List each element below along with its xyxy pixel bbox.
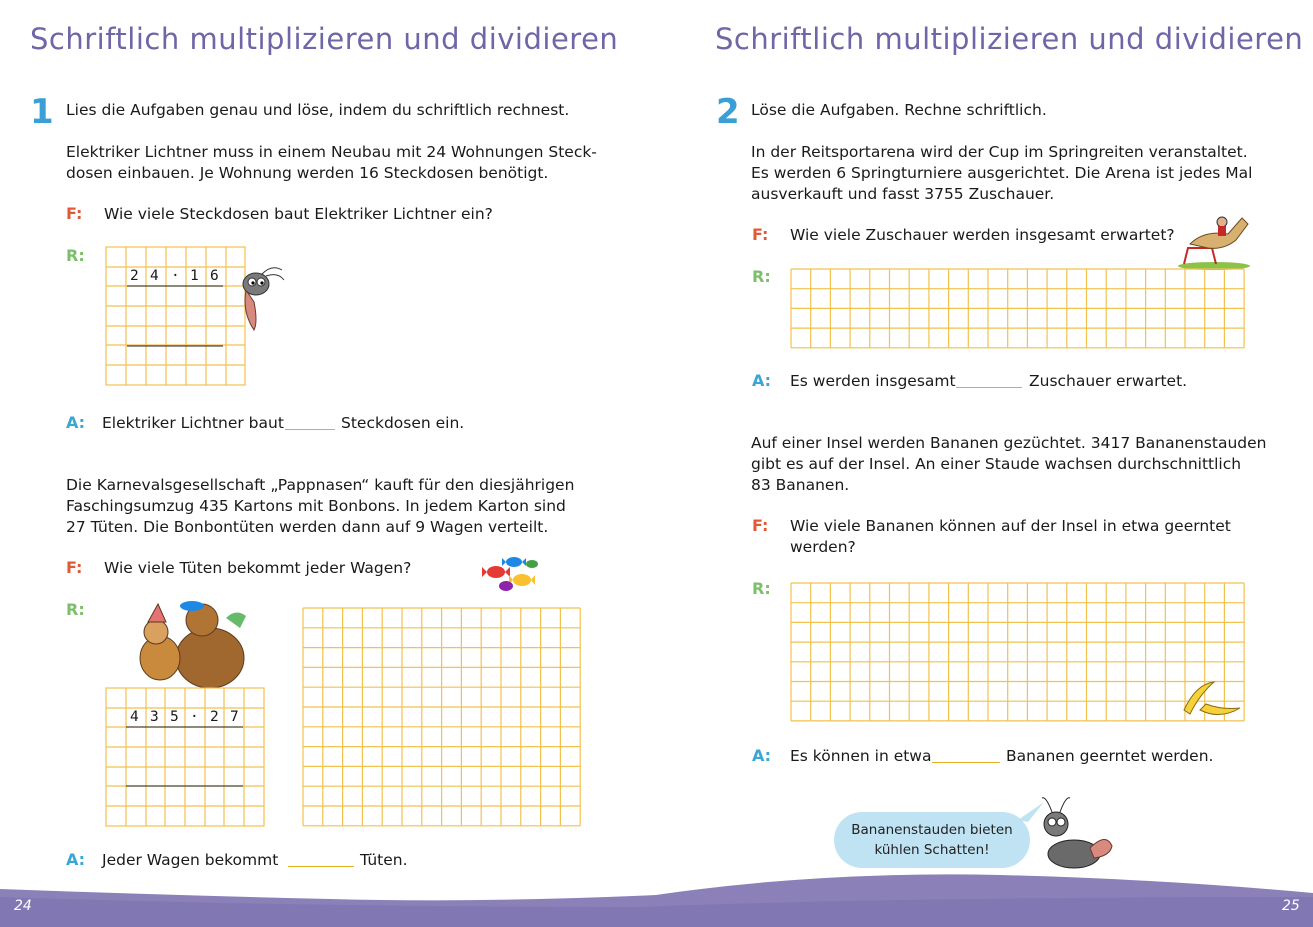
- rp2-answer-after: Bananen geerntet werden.: [1006, 747, 1214, 765]
- task-number-1: 1: [30, 92, 54, 132]
- rp1-answer-after: Zuschauer erwartet.: [1029, 372, 1188, 390]
- calc2-digit: 4: [130, 709, 139, 725]
- p1-text-line2: dosen einbauen. Je Wohnung werden 16 Steckdosen benötigt.: [66, 164, 549, 182]
- page-title-right: Schriftlich multiplizieren und dividieren: [715, 22, 1304, 56]
- p1-a-label: A:: [66, 413, 86, 432]
- p2-answer-before: Jeder Wagen bekommt: [102, 851, 279, 869]
- calc1-digit: 4: [150, 268, 159, 284]
- monkey-bear-illustration: [130, 598, 252, 694]
- rp1-r-label: R:: [752, 267, 771, 286]
- p1-r-label: R:: [66, 246, 85, 265]
- rp1-answer-before: Es werden insgesamt: [790, 372, 956, 390]
- candy-illustration: [482, 550, 544, 596]
- calc2-digit: 7: [230, 709, 239, 725]
- calc-grid-3[interactable]: [302, 607, 582, 833]
- calc2-operator: ·: [190, 709, 199, 725]
- horse-rider-illustration: [1174, 204, 1252, 270]
- p2-text-line1: Die Karnevalsgesellschaft „Pappnasen“ kauft für den diesjährigen: [66, 476, 575, 494]
- calc1-digit: 6: [210, 268, 219, 284]
- p1-f-label: F:: [66, 204, 83, 223]
- rp2-answer-before: Es können in etwa: [790, 747, 932, 765]
- rp2-question-line1: Wie viele Bananen können auf der Insel in etwa geerntet: [790, 517, 1231, 535]
- calc1-digit: 1: [190, 268, 199, 284]
- rp2-question-line2: werden?: [790, 538, 856, 556]
- ant-illustration: [1034, 792, 1118, 872]
- task-number-2: 2: [716, 92, 740, 132]
- rp2-f-label: F:: [752, 516, 769, 535]
- p1-answer-after: Steckdosen ein.: [341, 414, 465, 432]
- page-title-left: Schriftlich multiplizieren und dividieren: [30, 22, 619, 56]
- rp1-text-line1: In der Reitsportarena wird der Cup im Springreiten veranstaltet.: [751, 143, 1248, 161]
- rp1-answer-blank[interactable]: [956, 387, 1022, 388]
- p2-f-label: F:: [66, 558, 83, 577]
- p2-answer-after: Tüten.: [360, 851, 408, 869]
- calc1-digit: 2: [130, 268, 139, 284]
- calc2-digit: 5: [170, 709, 179, 725]
- p2-text-line2: Faschingsumzug 435 Kartons mit Bonbons. In jedem Karton sind: [66, 497, 566, 515]
- p1-answer-before: Elektriker Lichtner baut: [102, 414, 284, 432]
- rp1-f-label: F:: [752, 225, 769, 244]
- bubble-line1: Bananenstauden bieten: [851, 822, 1013, 838]
- rp2-r-label: R:: [752, 579, 771, 598]
- rp1-a-label: A:: [752, 371, 772, 390]
- page-number-left: 24: [14, 898, 32, 914]
- calc2-digit: 2: [210, 709, 219, 725]
- p2-text-line3: 27 Tüten. Die Bonbontüten werden dann auf 9 Wagen verteilt.: [66, 518, 549, 536]
- p1-text-line1: Elektriker Lichtner muss in einem Neubau mit 24 Wohnungen Steck-: [66, 143, 597, 161]
- calc1-operator: ·: [171, 268, 180, 284]
- rp2-text-line3: 83 Bananen.: [751, 476, 850, 494]
- rp1-text-line2: Es werden 6 Springturniere ausgerichtet. Die Arena ist jedes Mal: [751, 164, 1253, 182]
- rp2-answer-blank[interactable]: [932, 762, 1000, 763]
- p1-answer-blank[interactable]: [285, 429, 335, 430]
- bubble-line2: kühlen Schatten!: [874, 842, 990, 858]
- speech-bubble: [834, 812, 1030, 868]
- bug-illustration: [232, 262, 288, 334]
- page-number-right: 25: [1282, 898, 1300, 914]
- footer-wave: [0, 867, 1313, 927]
- rp1-question: Wie viele Zuschauer werden insgesamt erwartet?: [790, 226, 1175, 244]
- p1-question: Wie viele Steckdosen baut Elektriker Lichtner ein?: [104, 205, 493, 223]
- rp1-text-line3: ausverkauft und fasst 3755 Zuschauer.: [751, 185, 1055, 203]
- banana-illustration: [1180, 680, 1244, 720]
- rp2-a-label: A:: [752, 746, 772, 765]
- p2-r-label: R:: [66, 600, 85, 619]
- rp2-text-line2: gibt es auf der Insel. An einer Staude wachsen durchschnittlich: [751, 455, 1242, 473]
- p2-question: Wie viele Tüten bekommt jeder Wagen?: [104, 559, 412, 577]
- calc-grid-4[interactable]: [790, 268, 1248, 356]
- rp2-text-line1: Auf einer Insel werden Bananen gezüchtet. 3417 Bananenstauden: [751, 434, 1267, 452]
- task2-intro: Löse die Aufgaben. Rechne schriftlich.: [751, 101, 1047, 119]
- calc2-digit: 3: [150, 709, 159, 725]
- p2-a-label: A:: [66, 850, 86, 869]
- task1-intro: Lies die Aufgaben genau und löse, indem du schriftlich rechnest.: [66, 101, 570, 119]
